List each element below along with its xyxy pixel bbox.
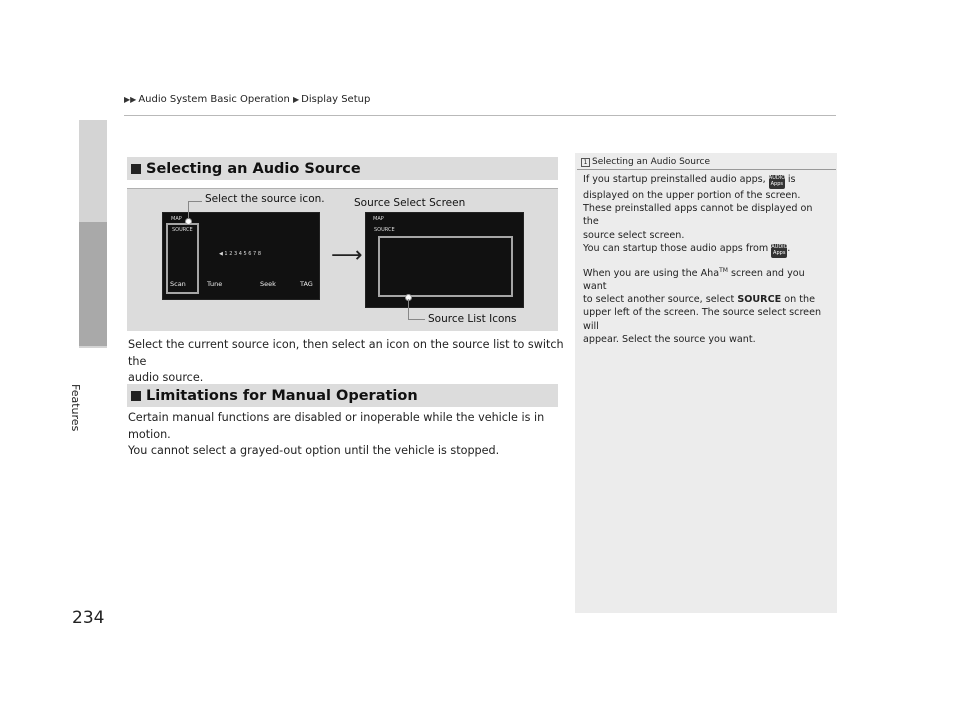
callout-pin — [185, 218, 192, 225]
breadcrumb — [124, 94, 370, 105]
breadcrumb-arrow-icon: ▶ — [293, 95, 300, 104]
tag-button: TAG — [300, 280, 313, 288]
note-text: When you are using the Aha — [583, 267, 720, 279]
body-line: Select the current source icon, then select an icon on the source list to switch the — [128, 338, 564, 368]
note-divider — [577, 169, 836, 170]
callout-source-select-screen: Source Select Screen — [354, 197, 466, 209]
callout-line — [188, 201, 189, 219]
scan-button: Scan — [170, 280, 186, 288]
body-line: You cannot select a grayed-out option until the vehicle is stopped. — [128, 444, 500, 457]
note-title-text: Selecting an Audio Source — [592, 157, 710, 167]
header-divider — [124, 115, 836, 116]
side-tab-label: Features — [69, 384, 82, 432]
audio-apps-icon: AUDIO Apps — [771, 243, 788, 256]
section-heading-text: Selecting an Audio Source — [146, 160, 361, 177]
callout-line — [408, 319, 425, 320]
note-text: These preinstalled apps cannot be displayed on the — [583, 203, 813, 228]
breadcrumb-item-display-setup[interactable]: Display Setup — [301, 94, 371, 105]
trademark-mark: TM — [719, 266, 728, 274]
section-heading-limitations — [127, 384, 558, 407]
screen-map-label: MAP — [373, 216, 384, 222]
section2-body — [128, 410, 568, 460]
callout-line — [408, 299, 409, 319]
tune-button: Tune — [207, 280, 223, 288]
body-line: audio source. — [128, 371, 204, 384]
section1-body — [128, 337, 568, 387]
seek-button: Seek — [260, 280, 276, 288]
note-text: is — [787, 174, 796, 185]
note-text: . — [787, 242, 791, 254]
square-bullet-icon — [131, 391, 141, 401]
page-number: 234 — [72, 608, 105, 628]
preset-row: ◀ 1 2 3 4 5 6 7 8 — [219, 251, 262, 257]
source-select-screen-illustration — [365, 212, 524, 308]
note-text: You can startup those audio apps from — [583, 242, 769, 254]
note-text: on the — [784, 294, 815, 306]
callout-select-source-icon: Select the source icon. — [205, 193, 325, 205]
screen-map-label: MAP — [171, 216, 182, 222]
side-tab-active — [79, 222, 107, 346]
note-text: displayed on the upper portion of the screen. — [583, 190, 801, 201]
source-list-highlight — [378, 236, 513, 297]
note-number-icon: 1 — [581, 158, 590, 167]
arrow-right-icon: ⟶ — [331, 243, 363, 268]
section-heading-selecting-audio-source — [127, 157, 558, 180]
breadcrumb-arrow-icon: ▶▶ — [124, 95, 137, 104]
callout-source-list-icons: Source List Icons — [428, 313, 517, 325]
note-text: screen and you want — [583, 267, 805, 293]
audio-screen-illustration — [162, 212, 320, 300]
note-text: upper left of the screen. The source select screen will — [583, 307, 822, 332]
note-text: If you startup preinstalled audio apps, — [583, 174, 766, 185]
note-text: appear. Select the source you want. — [583, 333, 756, 345]
body-line: Certain manual functions are disabled or inoperable while the vehicle is in motion. — [128, 411, 545, 441]
note-source-keyword: SOURCE — [737, 294, 782, 306]
audio-apps-icon: AUDIO Apps — [768, 175, 786, 187]
note-title — [581, 157, 710, 167]
callout-line — [188, 201, 202, 202]
note-text: to select another source, select — [583, 294, 735, 306]
section-heading-text: Limitations for Manual Operation — [146, 387, 418, 404]
screen-source-label: SOURCE — [172, 227, 193, 233]
breadcrumb-item-audio-system[interactable]: Audio System Basic Operation — [138, 94, 290, 105]
screen-source-label: SOURCE — [374, 227, 395, 233]
square-bullet-icon — [131, 164, 141, 174]
note-body — [583, 173, 829, 352]
note-text: source select screen. — [583, 229, 685, 241]
